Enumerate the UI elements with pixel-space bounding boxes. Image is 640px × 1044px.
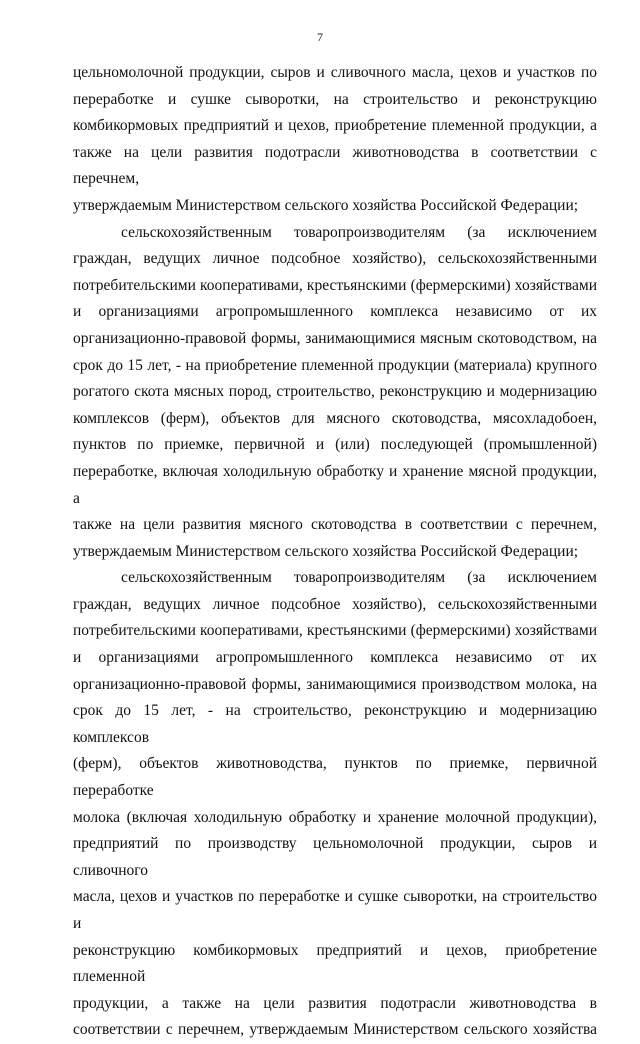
text-line: потребительскими кооперативами, крестьянскими (фермерскими) хозяйствами xyxy=(73,622,597,640)
text-line: продукции, а также на цели развития подотрасли животноводства в xyxy=(73,994,597,1012)
text-line: рогатого скота мясных пород, строительство, реконструкцию и модернизацию xyxy=(73,383,597,401)
text-line: организационно-правовой формы, занимающимися производством молока, на xyxy=(73,675,597,693)
text-line: срок до 15 лет, - на строительство, реконструкцию и модернизацию комплексов xyxy=(73,702,597,746)
text-line: комплексов (ферм), объектов для мясного скотоводства, мясохладобоен, xyxy=(73,409,597,427)
text-line: и организациями агропромышленного комплекса независимо от их xyxy=(73,303,597,321)
text-line: пунктов по приемке, первичной и (или) последующей (промышленной) xyxy=(73,436,597,454)
page-number: 7 xyxy=(317,30,323,44)
text-line: реконструкцию комбикормовых предприятий и цехов, приобретение племенной xyxy=(73,941,597,986)
text-line: переработке и сушке сыворотки, на строительство и реконструкцию xyxy=(73,90,597,108)
document-body xyxy=(73,60,597,1044)
text-line: утверждаемым Министерством сельского хозяйства Российской Федерации; xyxy=(73,542,579,560)
text-line: предприятий по производству цельномолочной продукции, сыров и сливочного xyxy=(73,835,597,879)
text-line: масла, цехов и участков по переработке и сушке сыворотки, на строительство и xyxy=(73,888,597,932)
text-line: утверждаемым Министерством сельского хозяйства Российской Федерации; xyxy=(73,196,579,214)
text-line: и организациями агропромышленного комплекса независимо от их xyxy=(73,649,597,667)
text-line: цельномолочной продукции, сыров и сливочного масла, цехов и участков по xyxy=(73,64,597,81)
text-line: сельскохозяйственным товаропроизводителям (за исключением xyxy=(121,223,597,241)
text-line: молока (включая холодильную обработку и хранение молочной продукции), xyxy=(73,808,597,826)
text-line: (ферм), объектов животноводства, пунктов по приемке, первичной переработке xyxy=(73,755,597,800)
text-line: граждан, ведущих личное подсобное хозяйство), сельскохозяйственными xyxy=(73,250,597,268)
text-line: граждан, ведущих личное подсобное хозяйство), сельскохозяйственными xyxy=(73,595,597,613)
text-line: потребительскими кооперативами, крестьянскими (фермерскими) хозяйствами xyxy=(73,276,597,294)
text-line: также на цели развития подотрасли животноводства в соответствии с перечнем, xyxy=(73,143,597,188)
text-line: переработке, включая холодильную обработку и хранение мясной продукции, а xyxy=(73,462,597,507)
text-line: организационно-правовой формы, занимающимися мясным скотоводством, на xyxy=(73,329,597,347)
text-line: сельскохозяйственным товаропроизводителям (за исключением xyxy=(121,569,597,587)
text-line: комбикормовых предприятий и цехов, приобретение племенной продукции, а xyxy=(73,117,597,135)
text-line: также на цели развития мясного скотоводства в соответствии с перечнем, xyxy=(73,516,597,534)
text-line: срок до 15 лет, - на приобретение племенной продукции (материала) крупного xyxy=(73,356,597,374)
text-line: соответствии с перечнем, утверждаемым Министерством сельского хозяйства xyxy=(73,1021,597,1039)
